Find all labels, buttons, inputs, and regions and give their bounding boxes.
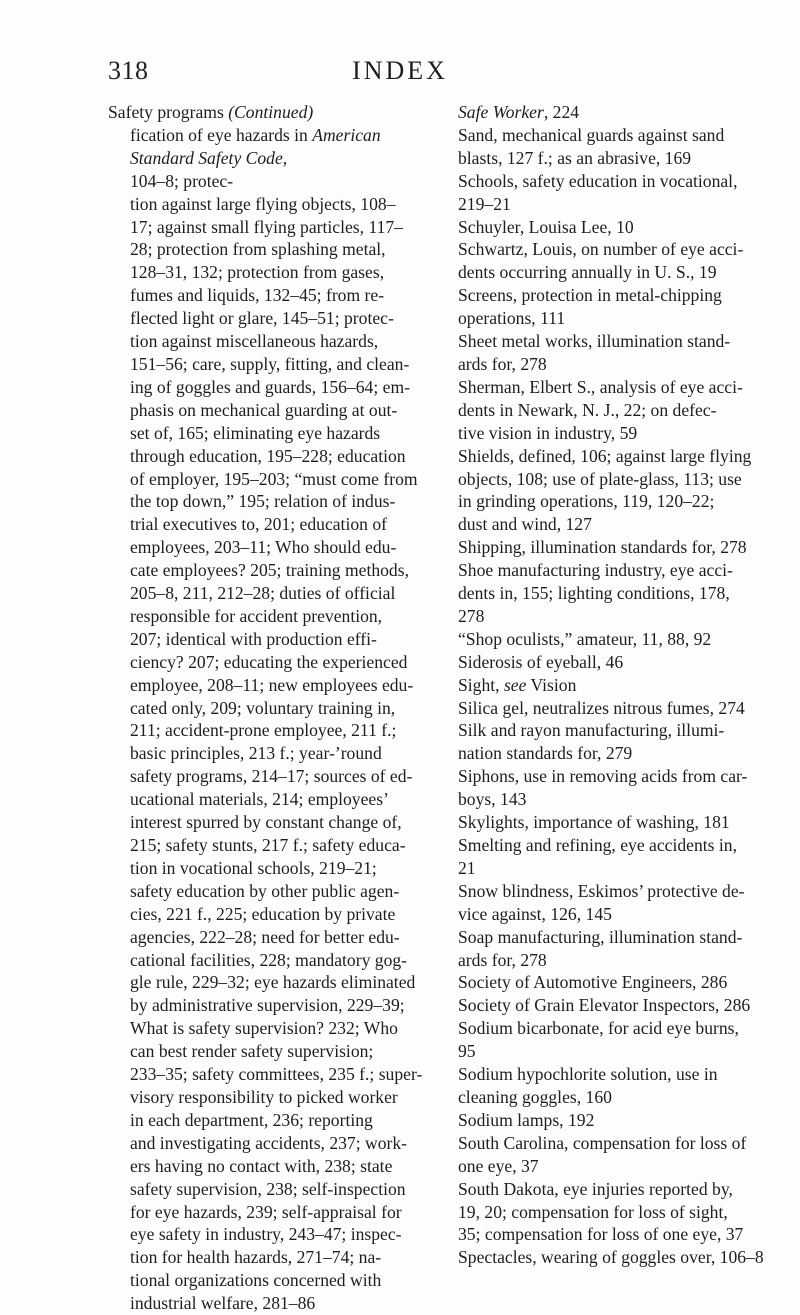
entry-line: cate employees? 205; training methods,: [130, 560, 409, 581]
entry-head-line: Schwartz, Louis, on number of eye acci-: [458, 239, 744, 260]
entry-head-line: Society of Automotive Engineers, 286: [458, 972, 728, 993]
entry-line: responsible for accident prevention,: [130, 605, 383, 626]
entry-line: objects, 108; use of plate-glass, 113; use: [458, 468, 742, 489]
entry-line: dust and wind, 127: [458, 514, 592, 535]
entry-line: What is safety supervision? 232; Who: [130, 1018, 398, 1039]
entry-line: tion in vocational schools, 219–21;: [130, 857, 377, 878]
entry-head-line: Shoe manufacturing industry, eye acci-: [458, 560, 733, 581]
entry-line: one eye, 37: [458, 1155, 539, 1176]
entry-continued-label: (Continued): [228, 102, 314, 122]
entry-line: ards for, 278: [458, 353, 547, 374]
index-entry: [458, 1063, 796, 1109]
entry-line: of employer, 195–203; “must come from: [130, 468, 418, 489]
index-entry: [458, 994, 796, 1017]
entry-line: basic principles, 213 f.; year-’round: [130, 743, 382, 764]
entry-head-line: Sand, mechanical guards against sand: [458, 124, 725, 145]
index-entry: [108, 101, 438, 1315]
entry-head-line: Siphons, use in removing acids from car-: [458, 766, 748, 787]
entry-line: vice against, 126, 145: [458, 903, 612, 924]
entry-line: 211; accident-prone employee, 211 f.;: [130, 720, 397, 741]
entry-head-line: Sodium bicarbonate, for acid eye burns,: [458, 1018, 739, 1039]
entry-line: 104–8; protec-: [130, 170, 234, 191]
index-entry: [458, 1178, 796, 1247]
entry-head-line: Sheet metal works, illumination stand-: [458, 331, 731, 352]
entry-line: tional organizations concerned with: [130, 1270, 382, 1291]
index-entry: [458, 445, 796, 537]
entry-line: interest spurred by constant change of,: [130, 812, 402, 833]
entry-head-line: Shipping, illumination standards for, 278: [458, 537, 747, 558]
entry-line: ing of goggles and guards, 156–64; em-: [130, 376, 410, 397]
entry-head-line: Sight, see Vision: [458, 674, 577, 695]
entry-line: nation standards for, 279: [458, 743, 633, 764]
entry-line: cational facilities, 228; mandatory gog-: [130, 949, 408, 970]
entry-line: dents occurring annually in U. S., 19: [458, 262, 717, 283]
entry-head-line: Soap manufacturing, illumination stand-: [458, 926, 743, 947]
entry-line: dents in Newark, N. J., 22; on defec-: [458, 399, 717, 420]
entry-line: ciency? 207; educating the experienced: [130, 651, 408, 672]
index-entry: [458, 559, 796, 628]
entry-head-line: South Dakota, eye injuries reported by,: [458, 1178, 733, 1199]
index-entry: [458, 170, 796, 216]
entry-line: 19, 20; compensation for loss of sight,: [458, 1201, 728, 1222]
entry-line: 205–8, 211, 212–28; duties of official: [130, 583, 396, 604]
see-reference: see: [503, 674, 527, 695]
entry-line: visory responsibility to picked worker: [130, 1086, 398, 1107]
entry-line: 215; safety stunts, 217 f.; safety educa-: [130, 835, 406, 855]
entry-line: 28; protection from splashing metal,: [130, 239, 386, 260]
entry-line: gle rule, 229–32; eye hazards eliminated: [130, 972, 416, 993]
entry-line: through education, 195–228; education: [130, 445, 406, 466]
entry-line: eye safety in industry, 243–47; inspec-: [130, 1224, 402, 1245]
index-entry: [458, 651, 796, 674]
entry-line: safety supervision, 238; self-inspection: [130, 1178, 406, 1199]
entry-head-line: Siderosis of eyeball, 46: [458, 651, 624, 672]
index-entry: [458, 124, 796, 170]
entry-line: by administrative supervision, 229–39;: [130, 995, 405, 1016]
entry-line: in grinding operations, 119, 120–22;: [458, 491, 715, 512]
entry-line: tion for health hazards, 271–74; na-: [130, 1247, 382, 1268]
entry-head-line: “Shop oculists,” amateur, 11, 88, 92: [458, 628, 712, 649]
entry-line: 95: [458, 1041, 476, 1062]
entry-line: ers having no contact with, 238; state: [130, 1155, 393, 1176]
entry-head-line: Silica gel, neutralizes nitrous fumes, 274: [458, 697, 745, 718]
entry-line: flected light or glare, 145–51; protec-: [130, 308, 394, 329]
entry-head-line: Society of Grain Elevator Inspectors, 286: [458, 995, 751, 1016]
entry-head-line: Safe Worker, 224: [458, 102, 580, 122]
entry-head: Safety programs: [108, 102, 224, 122]
index-entry: [458, 1109, 796, 1132]
entry-head-line: Shields, defined, 106; against large flying: [458, 445, 752, 466]
index-entry: [458, 674, 796, 697]
entry-line: can best render safety supervision;: [130, 1041, 374, 1062]
entry-line: for eye hazards, 239; self-appraisal for: [130, 1201, 402, 1222]
entry-line: industrial welfare, 281–86: [130, 1293, 316, 1314]
entry-line: blasts, 127 f.; as an abrasive, 169: [458, 147, 692, 168]
entry-line: ards for, 278: [458, 949, 547, 970]
entry-line: tive vision in industry, 59: [458, 422, 638, 443]
index-entry: [458, 376, 796, 445]
page-number: 318: [108, 56, 149, 85]
index-entry: [458, 284, 796, 330]
entry-head-line: Schools, safety education in vocational,: [458, 170, 738, 191]
entry-line: trial executives to, 201; education of: [130, 514, 387, 535]
entry-line: cleaning goggles, 160: [458, 1086, 612, 1107]
entry-head-line: Schuyler, Louisa Lee, 10: [458, 216, 634, 237]
entry-line: safety education by other public agen-: [130, 880, 400, 901]
entry-line: ucational materials, 214; employees’: [130, 789, 389, 810]
entry-head-line: Sodium hypochlorite solution, use in: [458, 1064, 718, 1085]
entry-head-line: Snow blindness, Eskimos’ protective de-: [458, 880, 745, 901]
entry-head-line: Sherman, Elbert S., analysis of eye acci-: [458, 376, 743, 397]
entry-head-line: South Carolina, compensation for loss of: [458, 1132, 747, 1153]
entry-head-line: Smelting and refining, eye accidents in,: [458, 835, 737, 855]
entry-line: 207; identical with production effi-: [130, 628, 377, 649]
entry-line: 35; compensation for loss of one eye, 37: [458, 1224, 744, 1245]
title-italic: Safe Worker: [458, 102, 544, 122]
entry-line: cies, 221 f., 225; education by private: [130, 903, 396, 924]
entry-line: in each department, 236; reporting: [130, 1109, 373, 1130]
index-column-right: [458, 101, 796, 1269]
entry-line: cated only, 209; voluntary training in,: [130, 697, 396, 718]
entry-line: 128–31, 132; protection from gases,: [130, 262, 385, 283]
entry-line: 151–56; care, supply, fitting, and clean-: [130, 353, 410, 374]
index-entry: [458, 880, 796, 926]
index-entry: [458, 765, 796, 811]
entry-line: and investigating accidents, 237; work-: [130, 1132, 408, 1153]
index-entry: [458, 1132, 796, 1178]
entry-line: employee, 208–11; new employees edu-: [130, 674, 414, 695]
index-entry: [458, 1246, 796, 1269]
index-entry: [458, 926, 796, 972]
entry-head-line: Screens, protection in metal-chipping: [458, 285, 722, 306]
index-entry: [458, 628, 796, 651]
entry-line: phasis on mechanical guarding at out-: [130, 399, 398, 420]
entry-line: operations, 111: [458, 308, 566, 329]
entry-line: the top down,” 195; relation of indus-: [130, 491, 396, 512]
entry-head-line: Silk and rayon manufacturing, illumi-: [458, 720, 725, 741]
running-title: INDEX: [352, 56, 448, 85]
index-entry: [458, 216, 796, 239]
entry-head-line: Sodium lamps, 192: [458, 1109, 595, 1130]
index-entry: [458, 834, 796, 880]
entry-line: agencies, 222–28; need for better edu-: [130, 926, 400, 947]
entry-line: 278: [458, 605, 485, 626]
entry-line: boys, 143: [458, 789, 527, 810]
entry-line: 17; against small flying particles, 117–: [130, 216, 403, 237]
index-entry: [458, 330, 796, 376]
entry-line: set of, 165; eliminating eye hazards: [130, 422, 381, 443]
entry-head-line: [108, 101, 438, 124]
entry-line: safety programs, 214–17; sources of ed-: [130, 766, 413, 787]
index-entry: [458, 101, 796, 124]
entry-line: employees, 203–11; Who should edu-: [130, 537, 397, 558]
index-entry: [458, 811, 796, 834]
index-entry: [458, 238, 796, 284]
index-entry: [458, 697, 796, 720]
entry-body: [130, 124, 438, 1315]
index-entry: [458, 1017, 796, 1063]
entry-line: 233–35; safety committees, 235 f.; super-: [130, 1064, 423, 1085]
index-entry: [458, 536, 796, 559]
index-column-left: [108, 101, 438, 1315]
index-entry: [458, 971, 796, 994]
entry-head-line: Spectacles, wearing of goggles over, 106–8: [458, 1247, 764, 1268]
entry-line: tion against large flying objects, 108–: [130, 193, 396, 214]
entry-line: tion against miscellaneous hazards,: [130, 331, 379, 352]
entry-line: dents in, 155; lighting conditions, 178,: [458, 583, 730, 604]
entry-line: fication of eye hazards in American Standard Safety Code,: [130, 124, 381, 168]
page-header: [0, 56, 800, 90]
entry-line: 21: [458, 857, 476, 878]
entry-head-line: Skylights, importance of washing, 181: [458, 812, 730, 833]
entry-line: fumes and liquids, 132–45; from re-: [130, 285, 385, 306]
index-entry: [458, 719, 796, 765]
entry-line: 219–21: [458, 193, 511, 214]
